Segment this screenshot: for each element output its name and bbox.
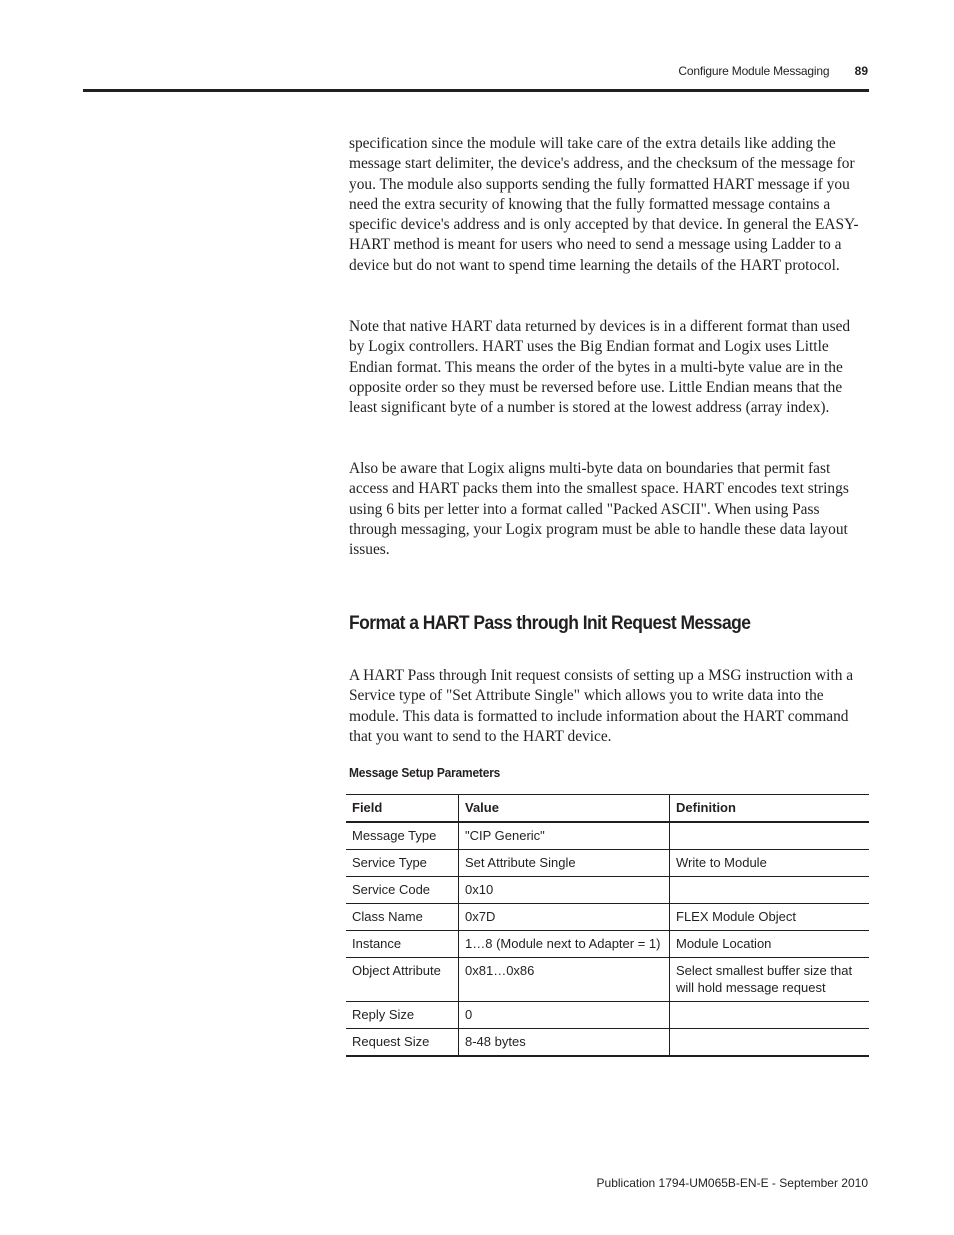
cell-definition	[670, 877, 870, 904]
publication-footer: Publication 1794-UM065B-EN-E - September 2010	[596, 1176, 868, 1190]
page-number: 89	[854, 64, 868, 78]
cell-field: Service Type	[346, 850, 459, 877]
cell-value: 8-48 bytes	[459, 1029, 670, 1057]
cell-value: 0	[459, 1002, 670, 1029]
cell-value: 0x7D	[459, 904, 670, 931]
cell-field: Object Attribute	[346, 958, 459, 1002]
cell-field: Message Type	[346, 822, 459, 850]
cell-definition: Module Location	[670, 931, 870, 958]
table-row	[346, 904, 869, 931]
header-definition: Definition	[670, 795, 870, 823]
cell-definition: Select smallest buffer size that will hold message request	[670, 958, 870, 1002]
cell-value: 0x10	[459, 877, 670, 904]
message-setup-parameters-table	[346, 794, 869, 1057]
body-paragraph-3: Also be aware that Logix aligns multi-byte data on boundaries that permit fast access and HART packs them into the smallest space. HART encodes text strings using 6 bits per letter into a format called "Packed ASCII". When using Pass through messaging, your Logix program must be able to handle these data layout issues.	[349, 460, 849, 559]
cell-field: Request Size	[346, 1029, 459, 1057]
table-title: Message Setup Parameters	[349, 765, 501, 780]
table-row	[346, 958, 869, 1002]
page-header	[678, 64, 868, 78]
table-row	[346, 822, 869, 850]
table-header-row	[346, 795, 869, 823]
body-paragraph-1: specification since the module will take care of the extra details like adding the message start delimiter, the device's address, and the checksum of the message for you. The module also supports sending the fully formatted HART message if you need the extra security of knowing that the fully formatted message contains a specific device's address and is only accepted by that device. In general the EASY-HART method is meant for users who need to send a message using Ladder to a device but do not want to spend time learning the details of the HART protocol.	[349, 135, 859, 274]
cell-definition: Write to Module	[670, 850, 870, 877]
cell-field: Class Name	[346, 904, 459, 931]
table-row	[346, 931, 869, 958]
cell-definition	[670, 1029, 870, 1057]
header-value: Value	[459, 795, 670, 823]
table-row	[346, 877, 869, 904]
cell-definition	[670, 822, 870, 850]
cell-definition: FLEX Module Object	[670, 904, 870, 931]
body-paragraph-2: Note that native HART data returned by devices is in a different format than used by Logix controllers. HART uses the Big Endian format and Logix uses Little Endian format. This means the order of the bytes in a multi-byte value are in the opposite order so they must be reversed before use. Little Endian means that the least significant byte of a number is stored at the lowest address (array index).	[349, 318, 851, 417]
cell-field: Service Code	[346, 877, 459, 904]
table-row	[346, 1029, 869, 1057]
table-row	[346, 850, 869, 877]
body-paragraph-4: A HART Pass through Init request consists of setting up a MSG instruction with a Service type of "Set Attribute Single" which allows you to write data into the module. This data is formatted to include information about the HART command that you want to send to the HART device.	[349, 667, 854, 745]
cell-field: Reply Size	[346, 1002, 459, 1029]
cell-value: 1…8 (Module next to Adapter = 1)	[459, 931, 670, 958]
cell-value: "CIP Generic"	[459, 822, 670, 850]
cell-value: 0x81…0x86	[459, 958, 670, 1002]
header-field: Field	[346, 795, 459, 823]
table-row	[346, 1002, 869, 1029]
cell-definition	[670, 1002, 870, 1029]
header-section-title: Configure Module Messaging	[678, 64, 830, 78]
header-divider	[83, 89, 869, 92]
section-heading: Format a HART Pass through Init Request Message	[349, 613, 751, 634]
cell-field: Instance	[346, 931, 459, 958]
cell-value: Set Attribute Single	[459, 850, 670, 877]
